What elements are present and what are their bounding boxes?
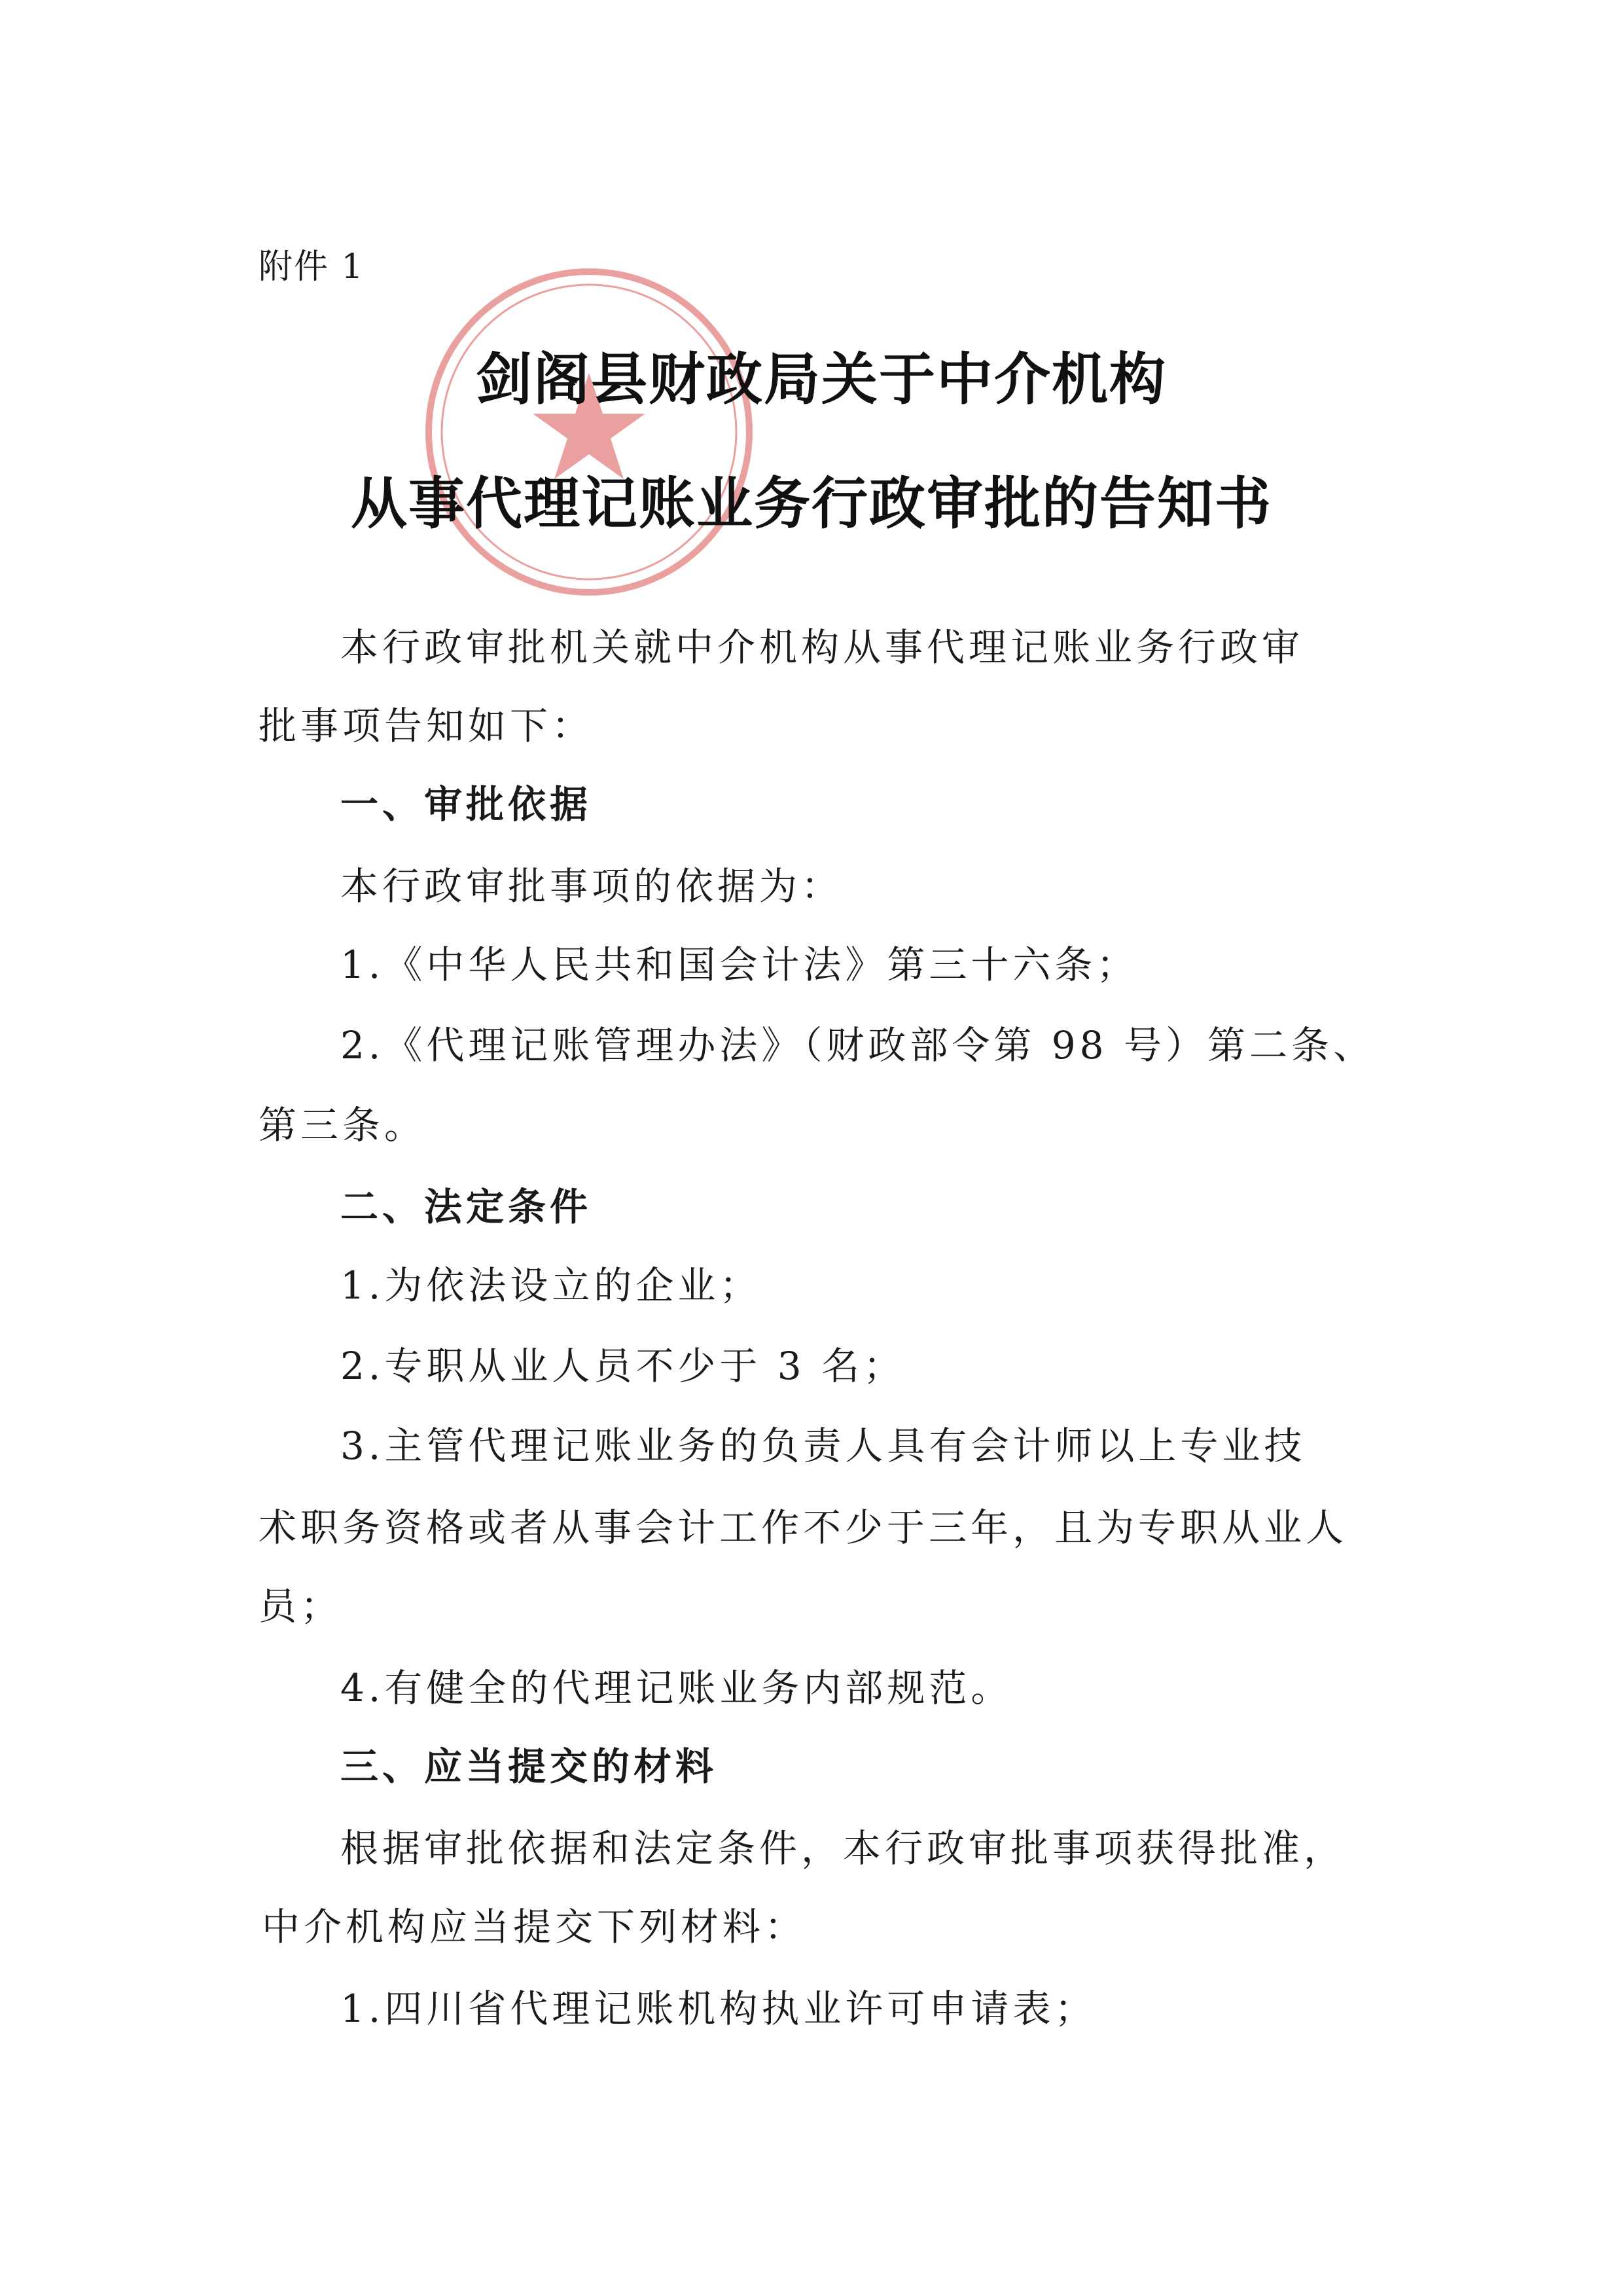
document-title-line2: 从事代理记账业务行政审批的告知书 <box>351 471 1272 537</box>
section1-heading: 一、审批依据 <box>340 782 592 827</box>
section2-item4: 4.有健全的代理记账业务内部规范。 <box>340 1666 1013 1710</box>
section1-item1: 1.《中华人民共和国会计法》第三十六条； <box>340 942 1139 987</box>
section2-item3-line1: 3.主管代理记账业务的负责人具有会计师以上专业技 <box>340 1424 1306 1468</box>
attachment-label: 附件 1 <box>259 247 365 287</box>
section3-lead-line2: 中介机构应当提交下列材料： <box>262 1905 807 1949</box>
section3-heading: 三、应当提交的材料 <box>340 1744 718 1789</box>
section2-heading: 二、法定条件 <box>340 1185 592 1229</box>
section2-item3-line2: 术职务资格或者从事会计工作不少于三年，且为专职从业人 <box>259 1505 1348 1550</box>
section1-lead: 本行政审批事项的依据为： <box>340 864 844 908</box>
section1-item2-line1: 2.《代理记账管理办法》（财政部令第 98 号）第二条、 <box>340 1023 1376 1067</box>
intro-line1: 本行政审批机关就中介机构从事代理记账业务行政审 <box>340 625 1304 670</box>
section3-item1: 1.四川省代理记账机构执业许可申请表； <box>340 1986 1097 2031</box>
section1-item2-line2: 第三条。 <box>259 1103 427 1147</box>
section2-item2: 2.专职从业人员不少于 3 名； <box>340 1344 906 1388</box>
intro-line2: 批事项告知如下： <box>259 704 594 748</box>
section2-item1: 1.为依法设立的企业； <box>340 1263 762 1308</box>
section3-lead-line1: 根据审批依据和法定条件，本行政审批事项获得批准， <box>340 1826 1346 1871</box>
document-title-line1: 剑阁县财政局关于中介机构 <box>476 347 1167 412</box>
section2-item3-line3: 员； <box>259 1584 343 1628</box>
official-seal-icon <box>419 262 759 602</box>
